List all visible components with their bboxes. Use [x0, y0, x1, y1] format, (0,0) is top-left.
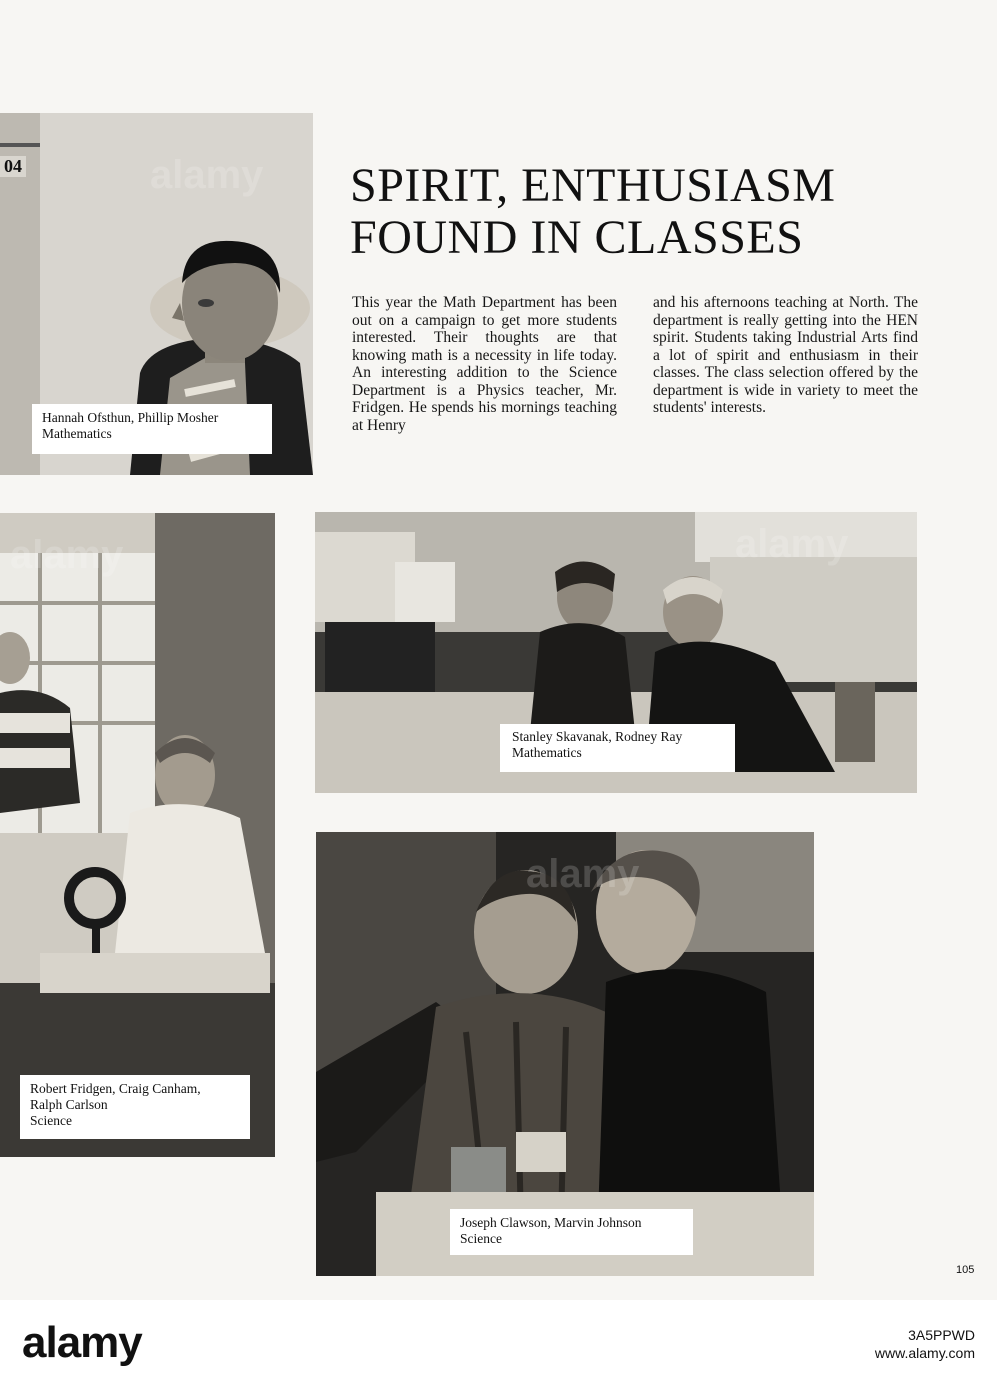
caption-line: Stanley Skavanak, Rodney Ray [512, 729, 683, 744]
caption-line: Joseph Clawson, Marvin Johnson [460, 1215, 642, 1230]
stock-logo: alamy [22, 1318, 142, 1367]
article-column-1: This year the Math Department has been out on a campaign to get more students interested. Their thoughts are that knowing math is a necessity in life today. An interesting addition to the Science Department is a Physics teacher, Mr. Fridgen. He spends his mornings teaching at Henry [352, 294, 617, 434]
stock-image-id [875, 1326, 975, 1362]
caption-line: Ralph Carlson [30, 1097, 108, 1112]
page-number: 105 [956, 1264, 975, 1276]
caption-line: Science [460, 1231, 502, 1246]
caption-line: Mathematics [512, 745, 582, 760]
room-number: 04 [0, 156, 26, 177]
photo-science-teachers-lab [0, 513, 275, 1157]
headline-line-1: SPIRIT, ENTHUSIASM [350, 159, 836, 212]
image-id-url: www.alamy.com [874, 1345, 975, 1361]
image-id-code: 3A5PPWD [908, 1327, 975, 1343]
caption-line: Mathematics [42, 426, 112, 441]
caption-photo-1 [32, 404, 272, 454]
stock-footer-bar [0, 1300, 997, 1390]
caption-line: Robert Fridgen, Craig Canham, [30, 1081, 201, 1096]
headline-line-2: FOUND IN CLASSES [350, 211, 804, 264]
caption-photo-3 [20, 1075, 250, 1139]
caption-line: Science [30, 1113, 72, 1128]
page-headline [350, 160, 950, 264]
caption-photo-4 [450, 1209, 693, 1255]
article-column-2: and his afternoons teaching at North. The department is really getting into the HEN spirit. Students taking Industrial Arts find a lot of spirit and enthusiasm in their classes. The class selection offered by the department is wide in variety to meet the students' interests. [653, 294, 918, 416]
caption-line: Hannah Ofsthun, Phillip Mosher [42, 410, 219, 425]
photo-3-image [0, 513, 275, 1157]
caption-photo-2 [500, 724, 735, 772]
